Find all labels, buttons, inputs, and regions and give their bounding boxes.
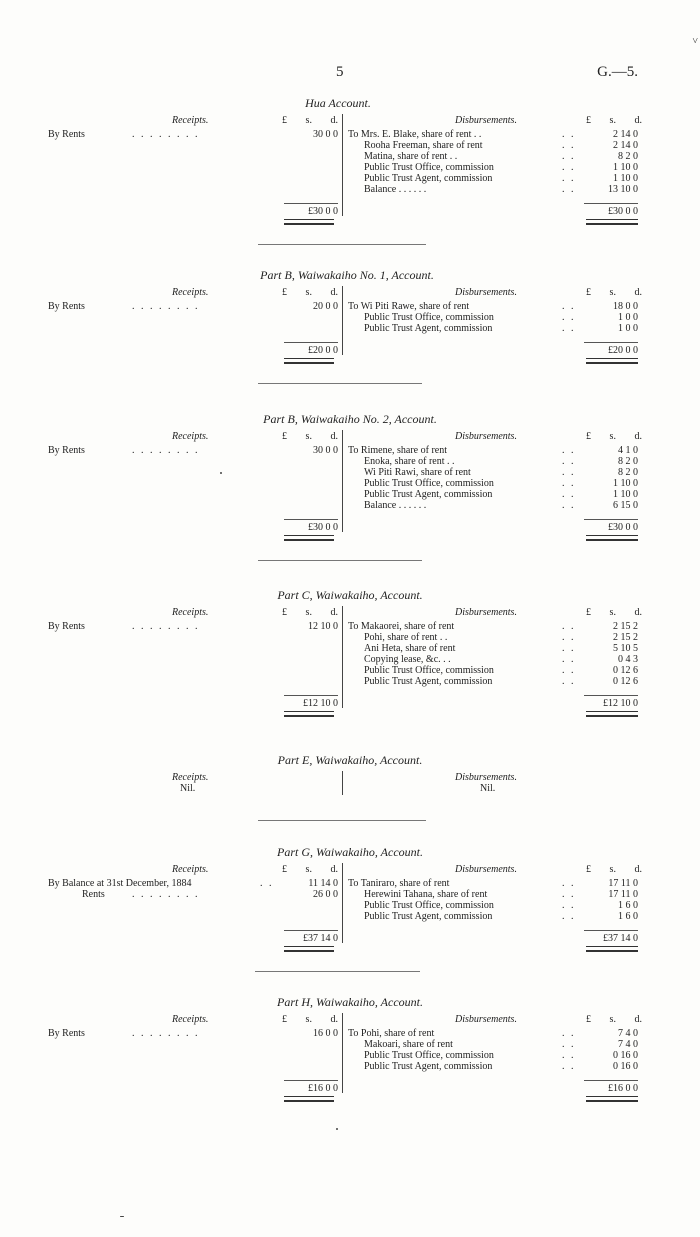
receipts-total: £30 0 0 — [308, 522, 338, 533]
subtotal-rule — [584, 519, 638, 520]
disbursement-label: Herewini Tahana, share of rent — [364, 889, 488, 900]
disbursement-row — [348, 1050, 638, 1061]
shilling-abbr: s. — [305, 607, 312, 618]
disbursement-amount: 1 10 0 — [613, 489, 638, 500]
leader-dots: . . — [562, 676, 576, 687]
document-reference: G.—5. — [597, 64, 638, 80]
disbursement-amount: 4 1 0 — [618, 445, 638, 456]
disbursement-amount: 1 10 0 — [613, 173, 638, 184]
disbursement-row — [348, 1028, 638, 1039]
disbursement-row — [348, 467, 638, 478]
subtotal-rule — [284, 342, 338, 343]
total-double-rule — [586, 358, 638, 364]
receipt-row — [48, 129, 338, 140]
disbursement-amount: 1 0 0 — [618, 312, 638, 323]
pound-symbol: £ — [586, 115, 591, 126]
receipt-label: By Balance at 31st December, 1884 — [48, 878, 192, 889]
shilling-abbr: s. — [609, 607, 616, 618]
disbursement-label: Public Trust Agent, commission — [364, 911, 493, 922]
section-separator — [258, 820, 426, 821]
disbursement-amount: 1 10 0 — [613, 162, 638, 173]
leader-dots: . . — [562, 489, 576, 500]
disbursement-row — [348, 878, 638, 889]
disbursement-row — [348, 654, 638, 665]
pound-symbol: £ — [282, 864, 287, 875]
disbursements-heading: Disbursements. — [455, 287, 517, 298]
leader-dots: . . — [562, 654, 576, 665]
disbursement-amount: 0 16 0 — [613, 1061, 638, 1072]
disbursement-row — [348, 643, 638, 654]
receipts-total: £37 14 0 — [303, 933, 338, 944]
receipt-label: By Rents — [48, 129, 85, 140]
disbursement-row — [348, 665, 638, 676]
receipt-row — [48, 889, 338, 900]
disbursements-nil: Nil. — [480, 783, 496, 794]
disbursement-row — [348, 1061, 638, 1072]
pound-symbol: £ — [282, 1014, 287, 1025]
receipt-label: By Rents — [48, 1028, 85, 1039]
total-double-rule — [586, 1096, 638, 1102]
subtotal-rule — [584, 203, 638, 204]
shilling-abbr: s. — [609, 115, 616, 126]
disbursement-row — [348, 456, 638, 467]
disbursement-label: Wi Piti Rawi, share of rent — [364, 467, 471, 478]
subtotal-rule — [584, 695, 638, 696]
receipt-label: By Rents — [48, 301, 85, 312]
disbursement-row — [348, 621, 638, 632]
disbursement-row — [348, 151, 638, 162]
disbursement-amount: 8 2 0 — [618, 151, 638, 162]
leader-dots: . . . . . . . . — [132, 129, 200, 140]
leader-dots: . . — [562, 500, 576, 511]
disbursement-amount: 1 0 0 — [618, 323, 638, 334]
disbursement-row — [348, 889, 638, 900]
disbursement-label: Public Trust Agent, commission — [364, 173, 493, 184]
column-divider — [342, 863, 343, 943]
disbursement-amount: 0 12 6 — [613, 665, 638, 676]
disbursement-label: Public Trust Office, commission — [364, 665, 494, 676]
account-title — [0, 755, 700, 766]
leader-dots: . . — [562, 162, 576, 173]
leader-dots: . . — [562, 140, 576, 151]
disbursements-heading: Disbursements. — [455, 772, 517, 783]
print-speck — [120, 1216, 124, 1217]
disbursement-amount: 6 15 0 — [613, 500, 638, 511]
disbursement-label: Public Trust Agent, commission — [364, 323, 493, 334]
pound-symbol: £ — [282, 431, 287, 442]
disbursement-row — [348, 500, 638, 511]
disbursement-amount: 2 15 2 — [613, 621, 638, 632]
receipts-total: £16 0 0 — [308, 1083, 338, 1094]
disbursement-row — [348, 911, 638, 922]
section-separator — [258, 560, 422, 561]
leader-dots: . . — [562, 173, 576, 184]
receipt-amount: 11 14 0 — [308, 878, 338, 889]
disbursement-label: Public Trust Agent, commission — [364, 489, 493, 500]
disbursement-amount: 2 14 0 — [613, 140, 638, 151]
currency-header — [282, 431, 338, 442]
currency-header — [282, 607, 338, 618]
subtotal-rule — [284, 930, 338, 931]
currency-header — [586, 115, 642, 126]
disbursement-label: Public Trust Office, commission — [364, 900, 494, 911]
disbursement-row — [348, 478, 638, 489]
disbursements-total: £30 0 0 — [608, 206, 638, 217]
total-double-rule — [284, 219, 334, 225]
subtotal-rule — [284, 519, 338, 520]
account-title-text: Hua Account. — [305, 96, 371, 110]
receipt-label: Rents — [82, 889, 105, 900]
leader-dots: . . — [562, 456, 576, 467]
account-title-text: Part B, Waiwakaiho No. 1, Account. — [260, 268, 434, 282]
disbursement-amount: 18 0 0 — [613, 301, 638, 312]
margin-mark: ˅ — [692, 36, 698, 47]
pound-symbol: £ — [586, 864, 591, 875]
column-divider — [342, 286, 343, 355]
receipt-amount: 26 0 0 — [313, 889, 338, 900]
leader-dots: . . — [562, 889, 576, 900]
leader-dots: . . — [562, 621, 576, 632]
pence-abbr: d. — [330, 431, 338, 442]
subtotal-rule — [284, 203, 338, 204]
disbursement-row — [348, 312, 638, 323]
leader-dots: . . — [562, 1050, 576, 1061]
leader-dots: . . — [562, 184, 576, 195]
account-title — [0, 847, 700, 858]
total-double-rule — [284, 535, 334, 541]
disbursement-label: Public Trust Agent, commission — [364, 676, 493, 687]
disbursement-label: Makoari, share of rent — [364, 1039, 453, 1050]
currency-header — [282, 1014, 338, 1025]
leader-dots: . . — [562, 129, 576, 140]
receipts-heading: Receipts. — [172, 864, 209, 875]
disbursement-label: Public Trust Office, commission — [364, 1050, 494, 1061]
disbursement-amount: 1 6 0 — [618, 900, 638, 911]
page-number: 5 — [336, 64, 344, 80]
subtotal-rule — [284, 695, 338, 696]
disbursement-row — [348, 173, 638, 184]
section-separator — [258, 383, 422, 384]
receipt-amount: 20 0 0 — [313, 301, 338, 312]
total-double-rule — [284, 946, 334, 952]
disbursement-label: To Rimene, share of rent — [348, 445, 447, 456]
leader-dots: . . — [562, 643, 576, 654]
disbursements-heading: Disbursements. — [455, 607, 517, 618]
disbursement-row — [348, 140, 638, 151]
disbursement-amount: 5 10 5 — [613, 643, 638, 654]
receipt-label: By Rents — [48, 621, 85, 632]
account-title — [0, 997, 700, 1008]
disbursement-amount: 13 10 0 — [608, 184, 638, 195]
disbursements-total: £16 0 0 — [608, 1083, 638, 1094]
receipts-total: £12 10 0 — [303, 698, 338, 709]
pence-abbr: d. — [634, 1014, 642, 1025]
receipts-heading: Receipts. — [172, 287, 209, 298]
column-divider — [342, 606, 343, 708]
subtotal-rule — [584, 930, 638, 931]
receipt-label: By Rents — [48, 445, 85, 456]
disbursement-amount: 1 6 0 — [618, 911, 638, 922]
leader-dots: . . — [562, 900, 576, 911]
pence-abbr: d. — [634, 864, 642, 875]
currency-header — [586, 607, 642, 618]
pound-symbol: £ — [282, 115, 287, 126]
currency-header — [282, 115, 338, 126]
account-title — [0, 590, 700, 601]
account-title-text: Part C, Waiwakaiho, Account. — [277, 588, 423, 602]
total-double-rule — [284, 1096, 334, 1102]
disbursement-row — [348, 129, 638, 140]
disbursement-label: Rooha Freeman, share of rent — [364, 140, 483, 151]
disbursements-heading: Disbursements. — [455, 1014, 517, 1025]
pence-abbr: d. — [634, 287, 642, 298]
disbursements-total: £37 14 0 — [603, 933, 638, 944]
disbursement-label: Public Trust Office, commission — [364, 478, 494, 489]
receipts-heading: Receipts. — [172, 607, 209, 618]
disbursement-amount: 0 4 3 — [618, 654, 638, 665]
receipt-amount: 30 0 0 — [313, 445, 338, 456]
disbursements-heading: Disbursements. — [455, 864, 517, 875]
total-double-rule — [586, 219, 638, 225]
leader-dots: . . — [562, 878, 576, 889]
pence-abbr: d. — [634, 431, 642, 442]
receipt-row — [48, 1028, 338, 1039]
pound-symbol: £ — [586, 607, 591, 618]
total-double-rule — [586, 535, 638, 541]
leader-dots: . . . . . . . . — [132, 445, 200, 456]
total-double-rule — [284, 358, 334, 364]
receipt-amount: 12 10 0 — [308, 621, 338, 632]
column-divider — [342, 430, 343, 532]
leader-dots: . . — [562, 312, 576, 323]
disbursement-label: Copying lease, &c. . . — [364, 654, 451, 665]
disbursement-row — [348, 323, 638, 334]
pound-symbol: £ — [282, 287, 287, 298]
receipts-total: £20 0 0 — [308, 345, 338, 356]
disbursement-amount: 8 2 0 — [618, 467, 638, 478]
receipts-total: £30 0 0 — [308, 206, 338, 217]
leader-dots: . . — [562, 1028, 576, 1039]
pence-abbr: d. — [634, 115, 642, 126]
shilling-abbr: s. — [609, 431, 616, 442]
account-title — [0, 414, 700, 425]
leader-dots: . . — [562, 911, 576, 922]
print-speck — [336, 1128, 338, 1130]
receipt-row — [48, 878, 338, 889]
currency-header — [586, 431, 642, 442]
disbursement-label: To Taniraro, share of rent — [348, 878, 450, 889]
pence-abbr: d. — [634, 607, 642, 618]
pound-symbol: £ — [586, 1014, 591, 1025]
account-title-text: Part H, Waiwakaiho, Account. — [277, 995, 423, 1009]
print-speck — [220, 472, 222, 474]
disbursement-amount: 1 10 0 — [613, 478, 638, 489]
total-double-rule — [586, 711, 638, 717]
disbursement-row — [348, 162, 638, 173]
section-separator — [255, 971, 420, 972]
leader-dots: . . — [562, 323, 576, 334]
disbursement-amount: 2 14 0 — [613, 129, 638, 140]
pound-symbol: £ — [586, 287, 591, 298]
leader-dots: . . . . . . . . — [132, 1028, 200, 1039]
disbursements-total: £20 0 0 — [608, 345, 638, 356]
disbursement-row — [348, 489, 638, 500]
column-divider — [342, 771, 343, 795]
account-title-text: Part E, Waiwakaiho, Account. — [277, 753, 423, 767]
account-title-text: Part B, Waiwakaiho No. 2, Account. — [263, 412, 437, 426]
receipt-amount: 30 0 0 — [313, 129, 338, 140]
receipts-nil: Nil. — [180, 783, 196, 794]
disbursement-label: Public Trust Office, commission — [364, 162, 494, 173]
disbursement-row — [348, 445, 638, 456]
shilling-abbr: s. — [305, 115, 312, 126]
pence-abbr: d. — [330, 287, 338, 298]
total-double-rule — [586, 946, 638, 952]
receipt-row — [48, 301, 338, 312]
disbursement-amount: 2 15 2 — [613, 632, 638, 643]
disbursement-row — [348, 676, 638, 687]
leader-dots: . . — [260, 878, 274, 889]
disbursement-label: To Mrs. E. Blake, share of rent . . — [348, 129, 482, 140]
currency-header — [282, 864, 338, 875]
account-title-text: Part G, Waiwakaiho, Account. — [277, 845, 423, 859]
disbursement-amount: 0 12 6 — [613, 676, 638, 687]
leader-dots: . . . . . . . . — [132, 621, 200, 632]
disbursement-label: To Wi Piti Rawe, share of rent — [348, 301, 470, 312]
pound-symbol: £ — [586, 431, 591, 442]
leader-dots: . . — [562, 1039, 576, 1050]
disbursement-row — [348, 184, 638, 195]
disbursement-amount: 17 11 0 — [608, 889, 638, 900]
disbursement-row — [348, 632, 638, 643]
leader-dots: . . — [562, 665, 576, 676]
currency-header — [586, 1014, 642, 1025]
pound-symbol: £ — [282, 607, 287, 618]
currency-header — [586, 864, 642, 875]
total-double-rule — [284, 711, 334, 717]
disbursement-label: Enoka, share of rent . . — [364, 456, 455, 467]
disbursement-amount: 0 16 0 — [613, 1050, 638, 1061]
receipts-heading: Receipts. — [172, 1014, 209, 1025]
receipt-row — [48, 621, 338, 632]
shilling-abbr: s. — [305, 864, 312, 875]
leader-dots: . . — [562, 151, 576, 162]
shilling-abbr: s. — [305, 287, 312, 298]
receipts-heading: Receipts. — [172, 772, 209, 783]
disbursement-amount: 8 2 0 — [618, 456, 638, 467]
shilling-abbr: s. — [609, 287, 616, 298]
disbursement-row — [348, 1039, 638, 1050]
disbursement-row — [348, 900, 638, 911]
leader-dots: . . . . . . . . — [132, 301, 200, 312]
disbursements-total: £30 0 0 — [608, 522, 638, 533]
section-separator — [258, 244, 426, 245]
pence-abbr: d. — [330, 607, 338, 618]
column-divider — [342, 114, 343, 216]
receipts-heading: Receipts. — [172, 431, 209, 442]
disbursement-label: Public Trust Office, commission — [364, 312, 494, 323]
account-title — [0, 270, 700, 281]
leader-dots: . . — [562, 632, 576, 643]
column-divider — [342, 1013, 343, 1093]
shilling-abbr: s. — [609, 1014, 616, 1025]
disbursements-total: £12 10 0 — [603, 698, 638, 709]
receipt-amount: 16 0 0 — [313, 1028, 338, 1039]
receipt-row — [48, 445, 338, 456]
disbursement-label: Matina, share of rent . . — [364, 151, 458, 162]
pence-abbr: d. — [330, 1014, 338, 1025]
leader-dots: . . — [562, 467, 576, 478]
account-title — [0, 98, 700, 109]
disbursement-label: To Pohi, share of rent — [348, 1028, 435, 1039]
disbursement-row — [348, 301, 638, 312]
currency-header — [282, 287, 338, 298]
disbursement-label: Balance . . . . . . — [364, 500, 427, 511]
receipts-heading: Receipts. — [172, 115, 209, 126]
pence-abbr: d. — [330, 864, 338, 875]
disbursement-label: Pohi, share of rent . . — [364, 632, 448, 643]
subtotal-rule — [284, 1080, 338, 1081]
disbursement-label: Balance . . . . . . — [364, 184, 427, 195]
pence-abbr: d. — [330, 115, 338, 126]
shilling-abbr: s. — [609, 864, 616, 875]
shilling-abbr: s. — [305, 431, 312, 442]
leader-dots: . . . . . . . . — [132, 889, 200, 900]
disbursement-amount: 7 4 0 — [618, 1039, 638, 1050]
shilling-abbr: s. — [305, 1014, 312, 1025]
currency-header — [586, 287, 642, 298]
leader-dots: . . — [562, 478, 576, 489]
subtotal-rule — [584, 1080, 638, 1081]
leader-dots: . . — [562, 1061, 576, 1072]
leader-dots: . . — [562, 445, 576, 456]
disbursement-label: Ani Heta, share of rent — [364, 643, 456, 654]
disbursement-amount: 7 4 0 — [618, 1028, 638, 1039]
disbursement-label: To Makaorei, share of rent — [348, 621, 455, 632]
subtotal-rule — [584, 342, 638, 343]
disbursement-label: Public Trust Agent, commission — [364, 1061, 493, 1072]
leader-dots: . . — [562, 301, 576, 312]
disbursements-heading: Disbursements. — [455, 431, 517, 442]
disbursement-amount: 17 11 0 — [608, 878, 638, 889]
disbursements-heading: Disbursements. — [455, 115, 517, 126]
